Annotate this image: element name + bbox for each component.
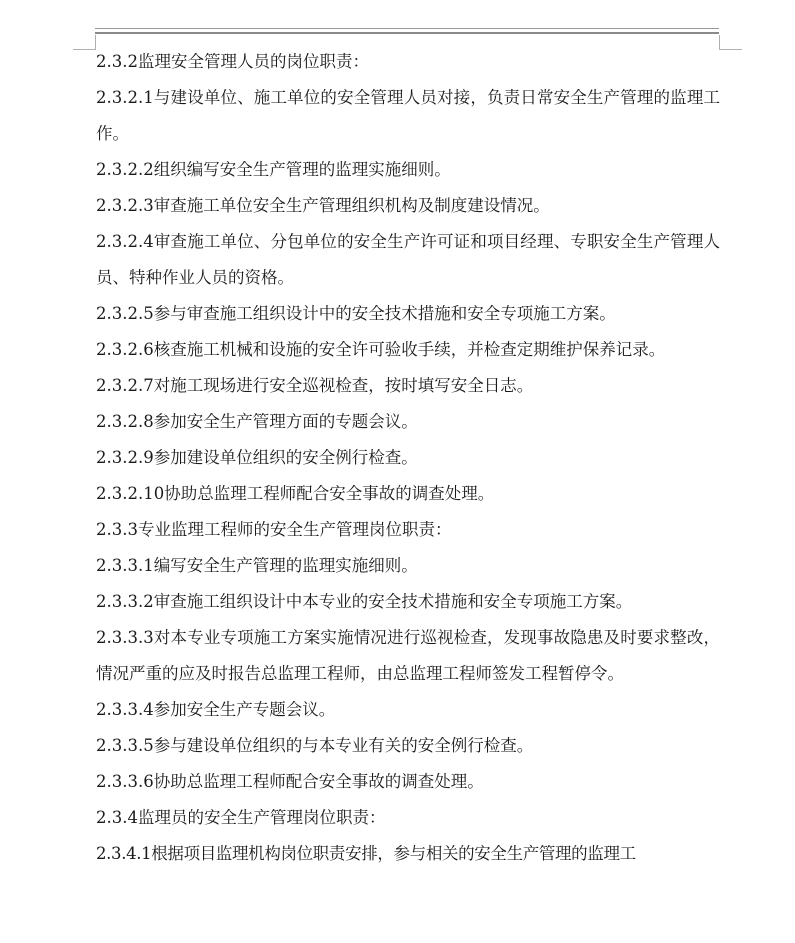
margin-corner-mark-left: [73, 35, 96, 50]
paragraph: 2.3.4监理员的安全生产管理岗位职责：: [96, 808, 386, 827]
document-body: [96, 44, 720, 872]
paragraph: 2.3.2.6核查施工机械和设施的安全许可验收手续，并检查定期维护保养记录。: [96, 340, 666, 359]
header-rule: [95, 28, 719, 29]
paragraph: 2.3.3.1编写安全生产管理的监理实施细则。: [96, 556, 418, 575]
paragraph: 2.3.2.2组织编写安全生产管理的监理实施细则。: [96, 160, 451, 179]
paragraph: 2.3.2.5参与审查施工组织设计中的安全技术措施和安全专项施工方案。: [96, 304, 616, 323]
paragraph: 2.3.2.7对施工现场进行安全巡视检查，按时填写安全日志。: [96, 376, 534, 395]
paragraph: 2.3.2.9参加建设单位组织的安全例行检查。: [96, 448, 418, 467]
paragraph: 2.3.4.1根据项目监理机构岗位职责安排，参与相关的安全生产管理的监理工: [96, 844, 636, 863]
paragraph: 2.3.3.4参加安全生产专题会议。: [96, 700, 336, 719]
header-rule-double: [95, 32, 719, 34]
paragraph: 2.3.3.3对本专业专项施工方案实施情况进行巡视检查，发现事故隐患及时要求整改，情况严重的应及时报告总监理工程师，由总监理工程师签发工程暂停令。: [96, 628, 720, 683]
paragraph: 2.3.2.4审查施工单位、分包单位的安全生产许可证和项目经理、专职安全生产管理人员、特种作业人员的资格。: [96, 232, 720, 287]
paragraph: 2.3.3专业监理工程师的安全生产管理岗位职责：: [96, 520, 452, 539]
paragraph: 2.3.3.2审查施工组织设计中本专业的安全技术措施和安全专项施工方案。: [96, 592, 633, 611]
paragraph: 2.3.2监理安全管理人员的岗位职责：: [96, 52, 369, 71]
paragraph: 2.3.3.6协助总监理工程师配合安全事故的调查处理。: [96, 772, 484, 791]
paragraph: 2.3.2.3审查施工单位安全生产管理组织机构及制度建设情况。: [96, 196, 550, 215]
margin-corner-mark-right: [719, 35, 742, 50]
paragraph: 2.3.2.10协助总监理工程师配合安全事故的调查处理。: [96, 484, 495, 503]
paragraph: 2.3.2.8参加安全生产管理方面的专题会议。: [96, 412, 418, 431]
paragraph: 2.3.3.5参与建设单位组织的与本专业有关的安全例行检查。: [96, 736, 534, 755]
paragraph: 2.3.2.1与建设单位、施工单位的安全管理人员对接，负责日常安全生产管理的监理工作。: [96, 88, 720, 143]
